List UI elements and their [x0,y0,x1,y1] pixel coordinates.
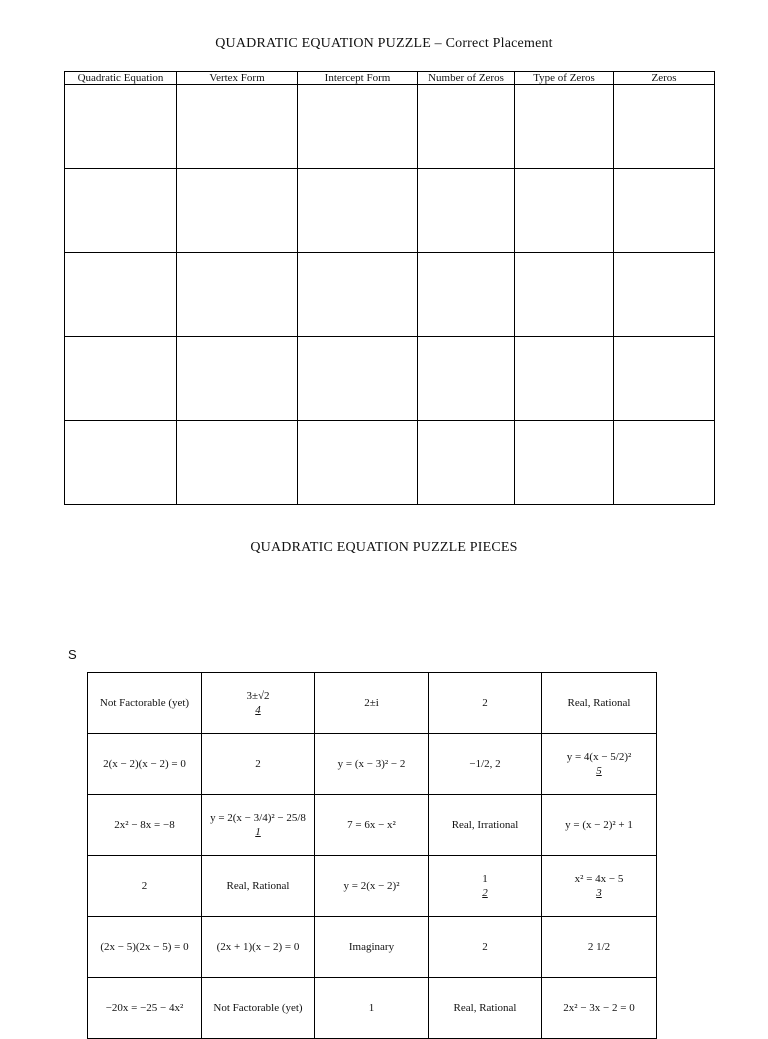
placement-title: QUADRATIC EQUATION PUZZLE – Correct Placement [215,36,553,51]
puzzle-piece-number: 1 [255,826,261,838]
header-number-of-zeros: Number of Zeros [418,72,515,85]
puzzle-piece-text: 2(x − 2)(x − 2) = 0 [103,758,186,770]
puzzle-piece[interactable] [202,734,315,795]
puzzle-piece-text: y = (x − 2)² + 1 [565,819,633,831]
puzzle-piece-text: 2 1/2 [587,941,611,953]
placement-cell[interactable] [65,85,177,169]
placement-cell[interactable] [418,421,515,505]
puzzle-piece[interactable] [315,734,429,795]
placement-cell[interactable] [515,421,614,505]
pieces-title: QUADRATIC EQUATION PUZZLE PIECES [250,540,518,555]
puzzle-piece[interactable] [202,917,315,978]
puzzle-piece-text: Real, Irrational [451,819,519,831]
puzzle-piece-text: 2 [255,758,261,770]
placement-cell[interactable] [418,169,515,253]
puzzle-piece-text: −20x = −25 − 4x² [105,1002,184,1014]
placement-cell[interactable] [614,337,715,421]
placement-cell[interactable] [515,337,614,421]
puzzle-piece[interactable] [88,673,202,734]
pieces-row [88,673,657,734]
puzzle-piece-number: 4 [255,704,261,716]
puzzle-piece[interactable] [202,795,315,856]
puzzle-piece-text: −1/2, 2 [469,758,501,770]
puzzle-piece-text: 1 [368,1002,375,1014]
puzzle-piece-text: Imaginary [348,941,395,953]
puzzle-piece[interactable] [429,795,542,856]
placement-cell[interactable] [298,253,418,337]
puzzle-piece-text: Real, Rational [226,880,290,892]
placement-cell[interactable] [418,85,515,169]
header-quadratic-equation: Quadratic Equation [65,72,177,85]
pieces-row [88,734,657,795]
puzzle-piece[interactable] [429,917,542,978]
puzzle-piece[interactable] [315,917,429,978]
puzzle-piece-text: y = (x − 3)² − 2 [337,758,406,770]
puzzle-piece-text: Not Factorable (yet) [213,1002,303,1014]
placement-cell[interactable] [298,169,418,253]
header-intercept-form: Intercept Form [298,72,418,85]
puzzle-piece[interactable] [542,856,657,917]
placement-cell[interactable] [515,253,614,337]
pieces-row [88,978,657,1039]
puzzle-piece[interactable] [202,978,315,1039]
placement-cell[interactable] [65,421,177,505]
puzzle-piece-number: 2 [482,887,488,899]
placement-cell[interactable] [418,337,515,421]
placement-header-row [65,72,715,85]
placement-cell[interactable] [177,337,298,421]
puzzle-piece[interactable] [88,856,202,917]
puzzle-piece-text: Real, Rational [567,697,631,709]
puzzle-piece[interactable] [88,917,202,978]
puzzle-piece[interactable] [315,795,429,856]
pieces-label: S [68,647,77,662]
puzzle-piece[interactable] [315,856,429,917]
header-type-of-zeros: Type of Zeros [515,72,614,85]
puzzle-piece-text: y = 2(x − 3/4)² − 25/8 [210,812,306,824]
puzzle-piece-text: Not Factorable (yet) [99,697,190,709]
placement-cell[interactable] [515,169,614,253]
puzzle-piece-number: 5 [596,765,602,777]
puzzle-piece-text: (2x − 5)(2x − 5) = 0 [100,941,189,953]
placement-row [65,253,715,337]
puzzle-piece[interactable] [542,978,657,1039]
puzzle-piece[interactable] [542,673,657,734]
puzzle-piece-text: 2x² − 8x = −8 [114,819,175,831]
puzzle-piece-number: 3 [596,887,602,899]
puzzle-piece-text: 3±√2 [246,690,270,702]
header-zeros: Zeros [614,72,715,85]
placement-cell[interactable] [418,253,515,337]
puzzle-piece[interactable] [429,734,542,795]
placement-cell[interactable] [177,421,298,505]
pieces-row [88,917,657,978]
placement-row [65,421,715,505]
puzzle-piece-text: 2 [141,880,148,892]
placement-cell[interactable] [177,253,298,337]
puzzle-piece-text: 1 [482,873,488,885]
placement-cell[interactable] [177,85,298,169]
placement-row [65,85,715,169]
placement-cell[interactable] [177,169,298,253]
placement-cell[interactable] [65,337,177,421]
pieces-row [88,795,657,856]
pieces-table [87,672,657,1039]
puzzle-piece[interactable] [429,856,542,917]
puzzle-piece-text: 7 = 6x − x² [347,819,396,831]
placement-cell[interactable] [298,421,418,505]
puzzle-piece-text: 2 [482,697,488,709]
puzzle-piece-text: (2x + 1)(x − 2) = 0 [216,941,300,953]
puzzle-piece[interactable] [315,978,429,1039]
puzzle-piece-text: y = 2(x − 2)² [343,880,400,892]
placement-table [64,71,715,505]
puzzle-piece[interactable] [542,917,657,978]
puzzle-piece-text: 2 [482,941,488,953]
puzzle-piece[interactable] [88,795,202,856]
puzzle-piece[interactable] [202,856,315,917]
placement-cell[interactable] [614,253,715,337]
placement-cell[interactable] [65,169,177,253]
puzzle-piece-text: x² = 4x − 5 [574,873,624,885]
puzzle-piece[interactable] [88,734,202,795]
placement-cell[interactable] [614,169,715,253]
placement-cell[interactable] [65,253,177,337]
puzzle-piece[interactable] [88,978,202,1039]
placement-cell[interactable] [614,421,715,505]
placement-cell[interactable] [515,85,614,169]
puzzle-piece[interactable] [429,978,542,1039]
puzzle-piece[interactable] [542,795,657,856]
puzzle-piece[interactable] [542,734,657,795]
placement-cell[interactable] [298,337,418,421]
placement-row [65,169,715,253]
puzzle-piece-text: y = 4(x − 5/2)² [566,751,632,763]
pieces-row [88,856,657,917]
header-vertex-form: Vertex Form [177,72,298,85]
placement-cell[interactable] [614,85,715,169]
placement-cell[interactable] [298,85,418,169]
placement-row [65,337,715,421]
puzzle-piece-text: 2x² − 3x − 2 = 0 [563,1002,635,1014]
puzzle-piece-text: 2±i [364,697,379,709]
puzzle-piece[interactable] [315,673,429,734]
puzzle-piece[interactable] [202,673,315,734]
puzzle-piece[interactable] [429,673,542,734]
puzzle-piece-text: Real, Rational [453,1002,517,1014]
